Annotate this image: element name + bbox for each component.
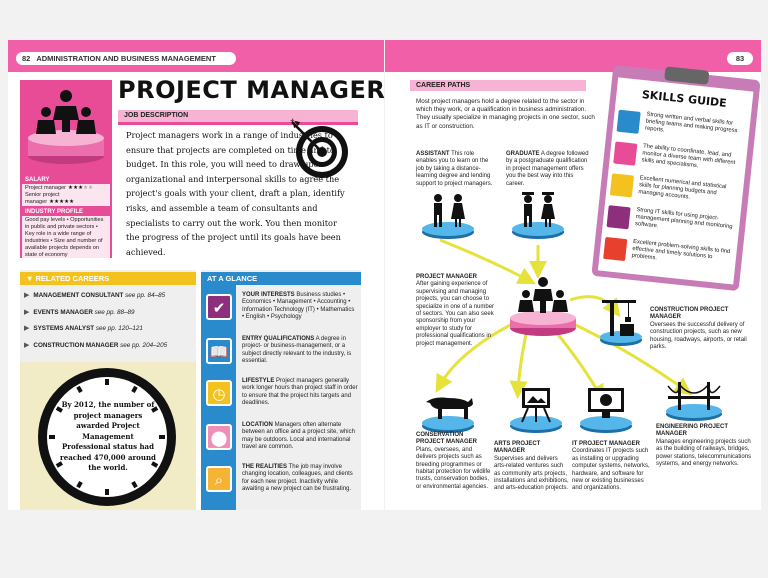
star-icon: ★ bbox=[59, 198, 65, 205]
glance-text-block bbox=[242, 464, 358, 494]
star-icon: ★ bbox=[68, 185, 74, 191]
page-title: PROJECT MANAGER bbox=[118, 76, 386, 104]
clock-tick bbox=[78, 387, 81, 392]
skill-text: The ability to coordinate, lead, and monitor a diverse team with different skills and specialisms. bbox=[641, 143, 736, 169]
salary-label: Senior project manager bbox=[25, 191, 60, 205]
left-header-pill bbox=[16, 52, 236, 65]
clock-tick bbox=[78, 482, 81, 487]
related-career-item[interactable] bbox=[24, 342, 194, 350]
glance-text-block bbox=[242, 336, 358, 366]
clock-icon: ◷ bbox=[206, 380, 232, 406]
clock-fact-text: By 2012, the number of project managers awarded Project Management Professional status had reached 470,000 around the world. bbox=[60, 400, 156, 472]
project-manager-block bbox=[416, 274, 498, 348]
glance-title: ENTRY QUALIFICATIONS bbox=[242, 336, 315, 342]
pm-title: PROJECT MANAGER bbox=[416, 274, 478, 280]
job-description-heading: JOB DESCRIPTION bbox=[118, 110, 358, 122]
engineering-block bbox=[656, 424, 756, 468]
glance-text: Managers often alternate between an office and a project site, which may be outdoors. Local and international travel are common. bbox=[242, 422, 355, 451]
graduate-block bbox=[506, 151, 592, 188]
related-careers-heading: ▼ RELATED CAREERS bbox=[20, 272, 196, 285]
glance-text: Project managers generally work longer hours than project staff in order to ensure that the project hits targets and deadlines. bbox=[242, 378, 358, 407]
graduate-text: A degree followed by a postgraduate qualification in project management offers you the best way into this career. bbox=[506, 151, 589, 187]
skill-text: Strong IT skills for using project-management planning and monitoring software. bbox=[634, 207, 733, 230]
industry-profile-box bbox=[22, 208, 110, 258]
star-icon: ★ bbox=[69, 198, 75, 205]
related-career-name: SYSTEMS ANALYST bbox=[33, 325, 95, 332]
book-icon: 📖 bbox=[206, 338, 232, 364]
related-career-name: CONSTRUCTION MANAGER bbox=[33, 341, 119, 349]
skill-text: Excellent problem-solving skills to find effective and timely solutions to problems. bbox=[631, 238, 731, 262]
salary-line bbox=[25, 192, 107, 206]
industry-text: Good pay levels • Opportunities in public and private sectors • Key role in a wide range of industries • Size and number of available projects depends on state of economy bbox=[25, 217, 104, 258]
related-career-item[interactable] bbox=[24, 309, 194, 317]
glance-title: THE REALITIES bbox=[242, 464, 288, 470]
glance-text-block bbox=[242, 292, 358, 322]
arrow-icon: ▶ bbox=[24, 308, 30, 316]
related-career-ref: see pp. 120–121 bbox=[95, 325, 143, 332]
job-description-text: Project managers work in a range of industries to ensure that projects are completed on time and to budget. In this role, you will need to draw upon organizational and interpersonal skills to agree the project's goals with your client, draft a plan, identify risks, and assemble a team of consultants and specialists to carry out the work. You then monitor the progress of the project until its goals have been achieved. bbox=[126, 130, 345, 257]
star-icon: ★ bbox=[54, 198, 60, 205]
glance-text: The job may involve changing location, colleagues, and clients for each new project. Inactivity while awaiting a new project can be frustrating. bbox=[242, 464, 353, 493]
salary-stars bbox=[49, 199, 74, 205]
glance-text: A degree in project- or business-management, or a subject directly relevant to the industry, is essential. bbox=[242, 336, 352, 365]
glance-title: YOUR INTERESTS bbox=[242, 292, 295, 298]
page-number: 83 bbox=[735, 54, 745, 63]
skills-guide-clipboard bbox=[591, 65, 760, 291]
page-number: 82 bbox=[22, 54, 31, 63]
construction-title: CONSTRUCTION PROJECT MANAGER bbox=[650, 307, 729, 321]
project-manager-figures-icon bbox=[26, 86, 106, 166]
arts-text: Supervises and delivers arts-related ventures such as community arts projects, installations and exhibitions, and arts-education projects. bbox=[494, 455, 569, 492]
salary-lines bbox=[22, 184, 110, 207]
star-icon: ★ bbox=[78, 185, 84, 191]
construction-text: Oversees the successful delivery of construction projects, such as new housing, roadways, airports, or retail parks. bbox=[650, 321, 747, 351]
assistant-text: This role enables you to learn on the job by taking a distance-learning degree and lending support to project managers. bbox=[416, 151, 493, 187]
calculator-icon bbox=[610, 173, 634, 197]
related-career-ref: see pp. 84–85 bbox=[125, 292, 166, 299]
related-career-name: EVENTS MANAGER bbox=[33, 308, 93, 316]
it-monitor-icon bbox=[578, 384, 634, 434]
glance-title: LOCATION bbox=[242, 422, 273, 428]
star-icon: ★ bbox=[49, 198, 55, 205]
glance-text-block bbox=[242, 378, 358, 408]
star-icon: ★ bbox=[83, 185, 89, 191]
pm-text: After gaining experience of supervising and managing projects, you can choose to specialize in one of a number of sectors. You can also seek sponsorship from your employer to study for professional qualifications in project management. bbox=[416, 281, 495, 347]
salary-label: Project manager bbox=[25, 185, 67, 191]
star-icon: ★ bbox=[88, 185, 94, 191]
it-block bbox=[572, 441, 652, 493]
glance-text-block bbox=[242, 422, 358, 452]
engineering-text: Manages engineering projects such as the building of railways, bridges, power stations, telecommunications systems, and energy networks. bbox=[656, 438, 752, 468]
computer-icon bbox=[606, 205, 630, 229]
section-title: ADMINISTRATION AND BUSINESS MANAGEMENT bbox=[36, 54, 216, 63]
salary-line bbox=[25, 185, 107, 192]
engineering-title: ENGINEERING PROJECT MANAGER bbox=[656, 424, 729, 438]
assistant-block bbox=[416, 151, 496, 188]
it-text: Coordinates IT projects such as installing or upgrading computer systems, networks, hardware, and software for new or existing businesses and organizations. bbox=[572, 448, 650, 492]
tiger-icon bbox=[420, 388, 476, 434]
related-career-ref: see pp. 88–89 bbox=[94, 308, 135, 316]
arrow-icon: ▶ bbox=[24, 341, 30, 349]
glance-title: LIFESTYLE bbox=[242, 378, 275, 384]
salary-stars bbox=[68, 185, 93, 191]
bridge-icon bbox=[664, 378, 724, 422]
career-paths-heading: CAREER PATHS bbox=[410, 80, 586, 91]
related-career-item[interactable] bbox=[24, 325, 194, 333]
related-careers-list bbox=[24, 292, 194, 358]
salary-heading: SALARY bbox=[22, 176, 110, 184]
clock-tick bbox=[133, 387, 136, 392]
construction-icon bbox=[598, 294, 644, 348]
project-manager-figures-icon bbox=[508, 276, 578, 338]
team-icon bbox=[613, 141, 637, 165]
easel-icon bbox=[508, 384, 564, 434]
star-icon: ★ bbox=[64, 198, 70, 205]
salary-box bbox=[22, 176, 110, 206]
skill-text: Strong written and verbal skills for briefing teams and making progress reports. bbox=[644, 111, 738, 134]
related-career-ref: see pp. 204–205 bbox=[120, 341, 168, 349]
arts-block bbox=[494, 441, 570, 493]
magnifier-icon: ⌕ bbox=[206, 466, 232, 492]
check-icon: ✔ bbox=[206, 294, 232, 320]
glance-text: Business studies • Economics • Management • Accounting • Information Technology (IT) • Mathematics • English • Psychology bbox=[242, 292, 355, 321]
at-a-glance-heading: AT A GLANCE bbox=[201, 272, 361, 285]
assistant-title: ASSISTANT bbox=[416, 151, 450, 157]
skill-text: Excellent numerical and statistical skills for planning budgets and managing accounts. bbox=[638, 175, 727, 201]
puzzle-icon bbox=[603, 237, 627, 261]
conservation-title: CONSERVATION PROJECT MANAGER bbox=[416, 432, 478, 446]
location-pin-icon: ⬤ bbox=[206, 424, 232, 450]
construction-block bbox=[650, 307, 748, 351]
graduate-figures-icon bbox=[510, 192, 566, 242]
career-paths-intro: Most project managers hold a degree related to the sector in which they work, or a qualification in business administration. They usually specialize in managing projects in one sector, such as IT or construction. bbox=[416, 98, 595, 130]
graduate-title: GRADUATE bbox=[506, 151, 540, 157]
skills-list bbox=[602, 108, 748, 281]
conservation-block bbox=[416, 432, 492, 491]
skills-guide-heading: SKILLS GUIDE bbox=[641, 88, 728, 110]
related-career-item[interactable] bbox=[24, 292, 194, 300]
speech-icon bbox=[617, 110, 641, 134]
arrow-icon: ▶ bbox=[24, 325, 30, 332]
related-career-name: MANAGEMENT CONSULTANT bbox=[33, 292, 124, 299]
arts-title: ARTS PROJECT MANAGER bbox=[494, 441, 541, 455]
assistant-figures-icon bbox=[420, 192, 476, 242]
right-header-pill bbox=[727, 52, 753, 65]
industry-heading: INDUSTRY PROFILE bbox=[22, 208, 110, 216]
it-title: IT PROJECT MANAGER bbox=[572, 441, 641, 447]
right-header-bar bbox=[385, 40, 761, 72]
arrow-icon: ▶ bbox=[24, 292, 30, 299]
clock-tick bbox=[133, 482, 136, 487]
star-icon: ★ bbox=[73, 185, 79, 191]
conservation-text: Plans, oversees, and delivers projects such as breeding programmes or habitat protection for wildlife trusts, conservation bodies, or environmental agencies. bbox=[416, 446, 491, 490]
